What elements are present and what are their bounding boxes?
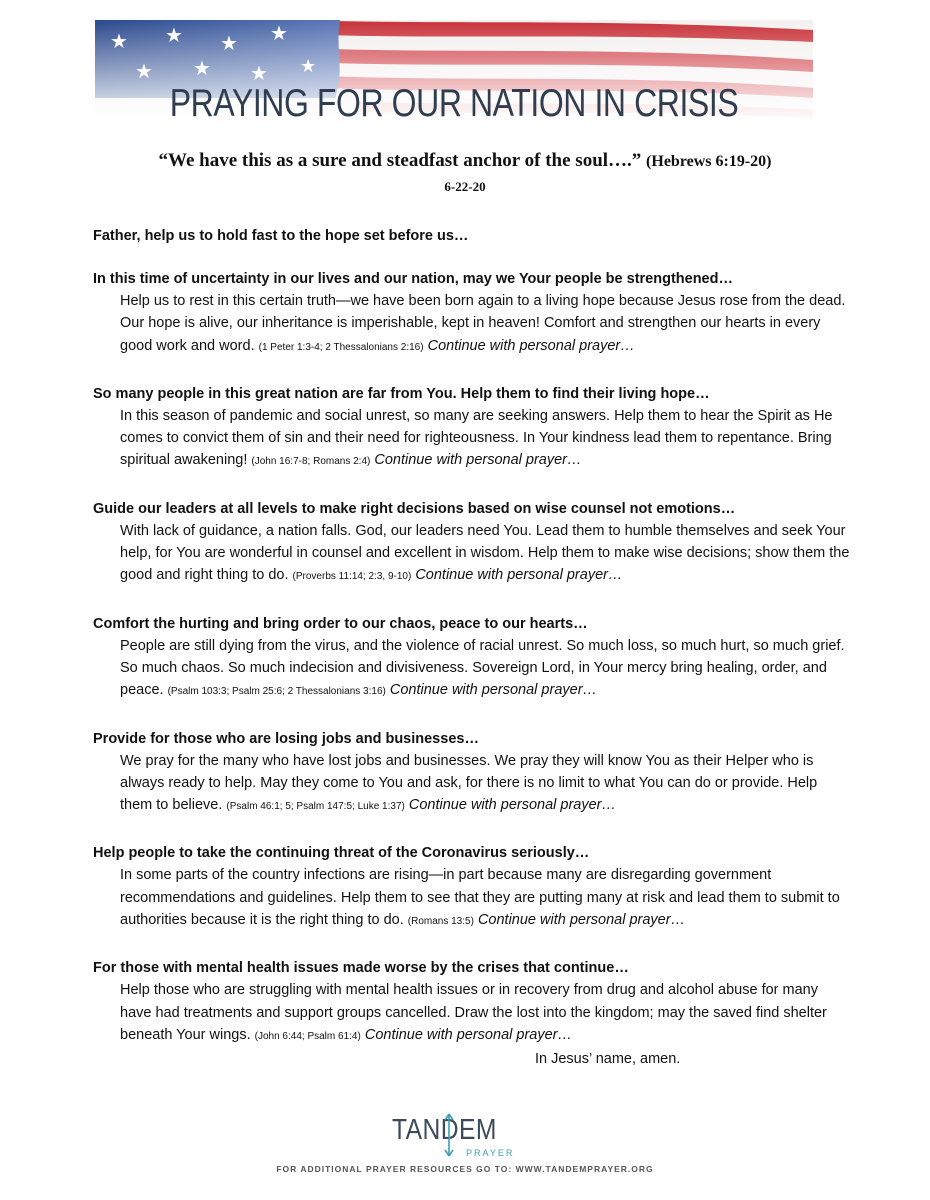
section-body <box>93 750 853 819</box>
tandem-prayer-logo <box>392 1112 522 1158</box>
continue-prompt: Continue with personal prayer… <box>415 567 623 584</box>
section-body <box>93 635 853 704</box>
prayer-section <box>93 383 853 474</box>
scripture-citation: (Psalm 46:1; 5; Psalm 147:5; Luke 1:37) <box>226 801 405 813</box>
continue-prompt: Continue with personal prayer… <box>389 682 598 699</box>
document-date: 6-22-20 <box>444 179 486 194</box>
body-text: In some parts of the country infections are rising—in part because many are disregarding government recommendations and guidelines. Help them to see that they are putting many at risk and lead them to submit to authorities because it is the right thing to do. <box>120 867 840 929</box>
section-body <box>93 979 853 1048</box>
scripture-citation: (John 16:7-8; Romans 2:4) <box>251 456 371 468</box>
prayer-content <box>93 228 853 1072</box>
flag-banner <box>95 20 813 126</box>
prayer-section <box>93 268 853 359</box>
prayer-section <box>93 728 853 819</box>
continue-prompt: Continue with personal prayer… <box>374 452 582 469</box>
body-text: People are still dying from the virus, and the violence of racial unrest. So much loss, so much hurt, so much grief. So much chaos. So much indecision and divisiveness. Sovereign Lord, in Your mercy bring healing, order, and peace. <box>120 637 845 699</box>
quote-reference: (Hebrews 6:19-20) <box>646 153 772 170</box>
section-heading: Comfort the hurting and bring order to our chaos, peace to our hearts… <box>93 615 588 632</box>
body-text: We pray for the many who have lost jobs and businesses. We pray they will know You as their Helper who is always ready to help. May they come to You and ask, for there is no limit to what You can do or provide. Help them to believe. <box>120 752 818 814</box>
section-heading: Guide our leaders at all levels to make right decisions based on wise counsel not emotions… <box>93 500 736 517</box>
section-heading: In this time of uncertainty in our lives and our nation, may we Your people be strengthened… <box>93 271 733 287</box>
scripture-citation: (John 6:44; Psalm 61:4) <box>254 1030 361 1042</box>
prayer-section <box>93 498 853 589</box>
intro-line: Father, help us to hold fast to the hope set before us… <box>93 228 469 244</box>
body-text: Help us to rest in this certain truth—we have been born again to a living hope because Jesus rose from the dead. Our hope is alive, our inheritance is imperishable, kept in heaven! Comfort and strengthen our hearts in every good work and word. <box>120 293 846 354</box>
section-body <box>93 290 853 359</box>
scripture-citation: (1 Peter 1:3-4; 2 Thessalonians 2:16) <box>258 341 424 353</box>
body-text: In this season of pandemic and social unrest, so many are seeking answers. Help them to hear the Spirit as He comes to convict them of sin and their need for righteousness. In Your kindness lead them to repentance. Bring spiritual awakening! <box>120 407 833 469</box>
section-heading: Help people to take the continuing threat of the Coronavirus seriously… <box>93 845 590 862</box>
section-body <box>93 520 853 589</box>
scripture-citation: (Romans 13:5) <box>407 916 474 928</box>
prayer-section <box>93 842 853 933</box>
section-heading: So many people in this great nation are far from You. Help them to find their living hope… <box>93 385 710 402</box>
continue-prompt: Continue with personal prayer… <box>408 797 617 814</box>
footer-resources-link[interactable]: FOR ADDITIONAL PRAYER RESOURCES GO TO: WWW.TANDEMPRAYER.ORG <box>276 1164 654 1174</box>
quote-text: “We have this as a sure and steadfast anchor of the soul….” <box>158 150 642 171</box>
prayer-section <box>93 613 853 704</box>
logo-subtitle: PRAYER <box>466 1148 515 1158</box>
prayer-section <box>93 957 853 1048</box>
scripture-quote <box>0 150 930 172</box>
continue-prompt: Continue with personal prayer… <box>477 912 686 929</box>
logo-wordmark: TANDEM <box>392 1114 497 1146</box>
banner-title: PRAYING FOR OUR NATION IN CRISIS <box>169 82 739 125</box>
section-heading: Provide for those who are losing jobs and businesses… <box>93 730 479 747</box>
section-body <box>93 864 853 933</box>
section-heading: For those with mental health issues made worse by the crises that continue… <box>93 960 629 977</box>
scripture-citation: (Proverbs 11:14; 2:3, 9-10) <box>292 571 412 583</box>
body-text: Help those who are struggling with mental health issues or in recovery from drug and alcohol abuse for many have had treatments and support groups cancelled. Draw the lost into the kingdom; may the saved find shelter beneath Your wings. <box>120 982 827 1043</box>
continue-prompt: Continue with personal prayer… <box>427 337 635 354</box>
double-arrow-icon <box>442 1112 456 1158</box>
body-text: With lack of guidance, a nation falls. God, our leaders need You. Lead them to humble themselves and seek Your help, for You are wonderful in counsel and excellent in wisdom. Help them to make wise decisions; show them the good and right thing to do. <box>120 522 850 584</box>
closing-line: In Jesus’ name, amen. <box>535 1051 681 1067</box>
continue-prompt: Continue with personal prayer… <box>364 1026 572 1043</box>
scripture-citation: (Psalm 103:3; Psalm 25:6; 2 Thessalonians 3:16) <box>167 686 386 698</box>
section-body <box>93 405 853 474</box>
